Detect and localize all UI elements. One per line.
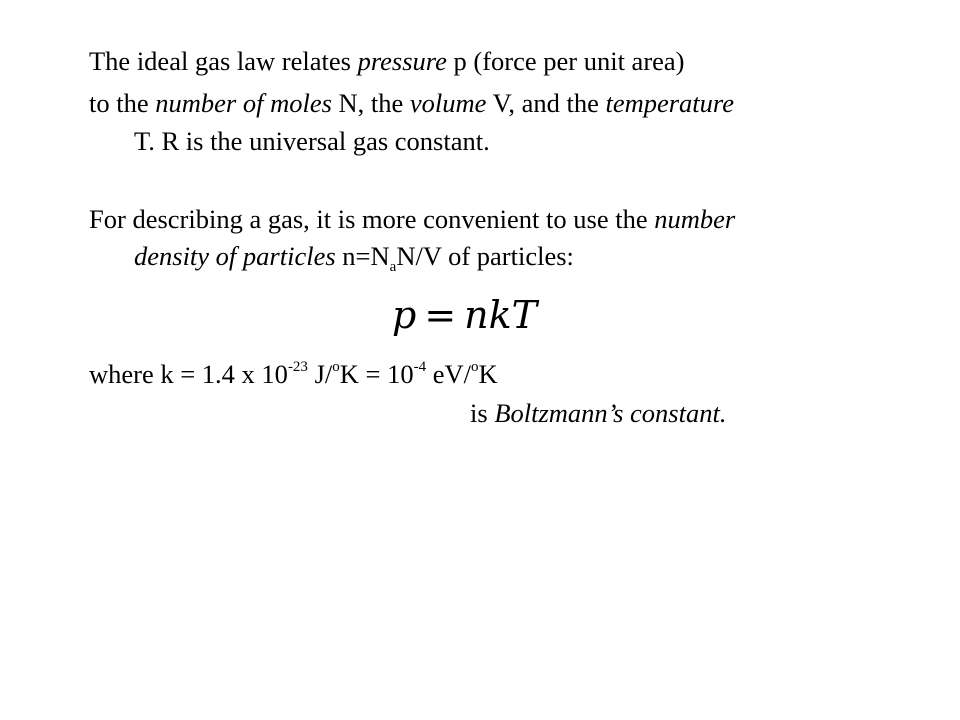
text-span: n=N [335,241,390,271]
number-term: number [654,204,736,234]
avogadro-subscript: a [389,259,397,275]
degree-superscript: o [332,359,340,375]
boltzmann-term: Boltzmann’s constant. [494,398,727,428]
boltzmann-value-line [89,361,498,388]
text-span: N, the [331,88,410,118]
volume-term: volume [409,88,487,118]
ideal-gas-law-line-1 [89,48,685,75]
text-span: to the [89,88,156,118]
equation-p-equals-nkT [392,293,538,337]
text-span: N/V of particles: [396,241,574,271]
ideal-gas-law-line-3: T. R is the universal gas constant. [134,126,490,156]
text-span: is [470,398,495,428]
text-span: eV/ [426,359,471,389]
pressure-term: pressure [357,46,447,76]
exponent: -23 [287,359,308,375]
text-span: where k = 1.4 x 10 [89,359,288,389]
equation-rhs: nkT [464,293,538,337]
degree-superscript: o [470,359,479,375]
text-span: For describing a gas, it is more convenient to use the [89,204,655,234]
text-span: J/ [307,359,333,389]
text-span: V, and the [486,88,606,118]
text-span: p (force per unit area) [446,46,685,76]
text-span: K [478,359,498,389]
equation-equals-sign: = [424,293,457,337]
number-density-line-2 [134,241,574,275]
moles-term: number of moles [155,88,332,118]
ideal-gas-law-line-2 [89,90,734,117]
boltzmann-name-line [470,400,726,427]
temperature-term: temperature [605,88,735,118]
text-span: The ideal gas law relates [89,46,358,76]
density-term: density of particles [134,241,336,271]
number-density-line-1 [89,206,735,233]
exponent: -4 [413,359,427,375]
text-span: K = 10 [339,359,414,389]
equation-lhs: p [392,293,417,337]
